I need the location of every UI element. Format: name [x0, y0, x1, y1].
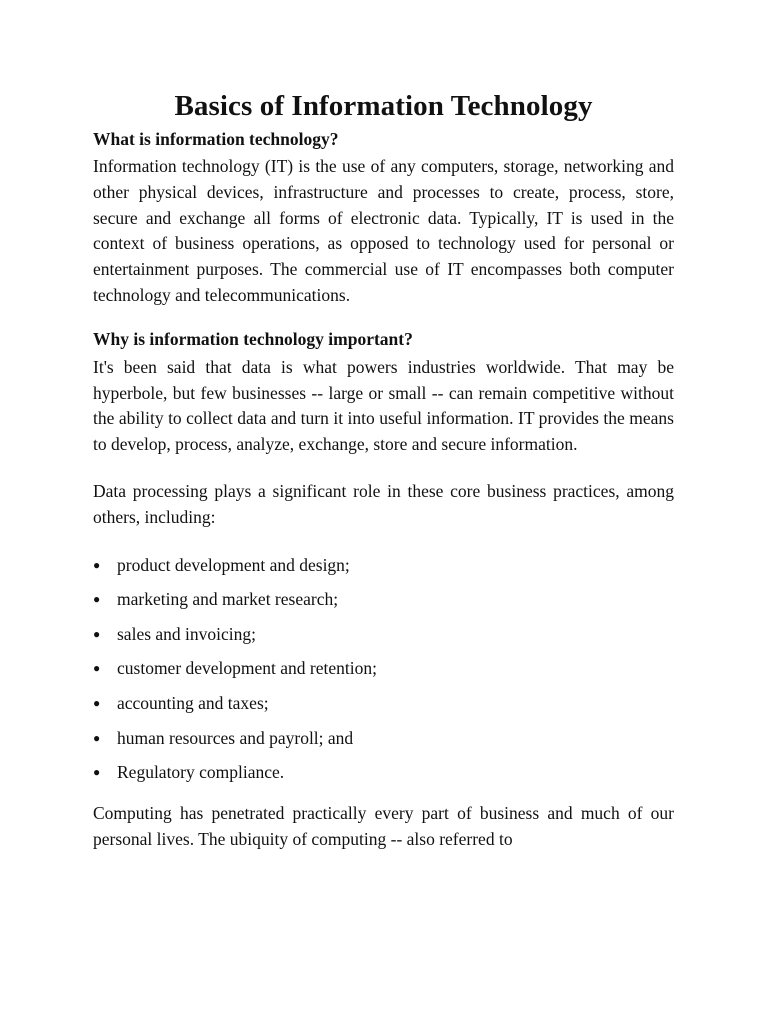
bullet-icon: ● [93, 765, 101, 780]
paragraph-it-definition: Information technology (IT) is the use of any computers, storage, networking and other physical devices, infrastructure and processes to create, process, store, secure and exchange all forms of electronic data. Typically, IT is used in the context of business operations, as opposed to technology used for personal or entertainment purposes. The commercial use of IT encompasses both computer technology and telecommunications. [93, 156, 674, 305]
list-item-text: accounting and taxes; [117, 692, 269, 713]
paragraph-computing-ubiquity: Computing has penetrated practically every part of business and much of our personal lives. The ubiquity of computing -- also referred to [93, 803, 674, 849]
list-item [93, 622, 674, 646]
list-item [93, 553, 674, 577]
list-item-text: product development and design; [117, 554, 350, 575]
document-title: Basics of Information Technology [174, 90, 593, 122]
list-item-text: customer development and retention; [117, 658, 377, 679]
bullet-icon: ● [93, 592, 101, 607]
list-item [93, 760, 674, 784]
bullet-icon: ● [93, 626, 101, 641]
bullet-icon: ● [93, 695, 101, 710]
business-practices-list [93, 553, 674, 785]
list-item [93, 726, 674, 750]
section-heading-what-is-it: What is information technology? [93, 129, 339, 149]
list-item-text: Regulatory compliance. [117, 762, 285, 783]
list-item [93, 656, 674, 680]
list-item [93, 587, 674, 611]
paragraph-data-powers-industries: It's been said that data is what powers industries worldwide. That may be hyperbole, but few businesses -- large or small -- can remain competitive without the ability to collect data and turn it into useful information. IT provides the means to develop, process, analyze, exchange, store and secure information. [93, 356, 674, 455]
section-heading-why-important: Why is information technology important? [93, 328, 413, 349]
list-item [93, 691, 674, 715]
list-item-text: marketing and market research; [117, 589, 339, 610]
bullet-icon: ● [93, 557, 101, 572]
list-item-text: sales and invoicing; [117, 623, 257, 644]
list-item-text: human resources and payroll; and [117, 727, 354, 748]
bullet-icon: ● [93, 661, 101, 676]
paragraph-data-processing: Data processing plays a significant role in these core business practices, among others, including: [93, 480, 674, 527]
bullet-icon: ● [93, 730, 101, 745]
document-page [93, 88, 674, 853]
